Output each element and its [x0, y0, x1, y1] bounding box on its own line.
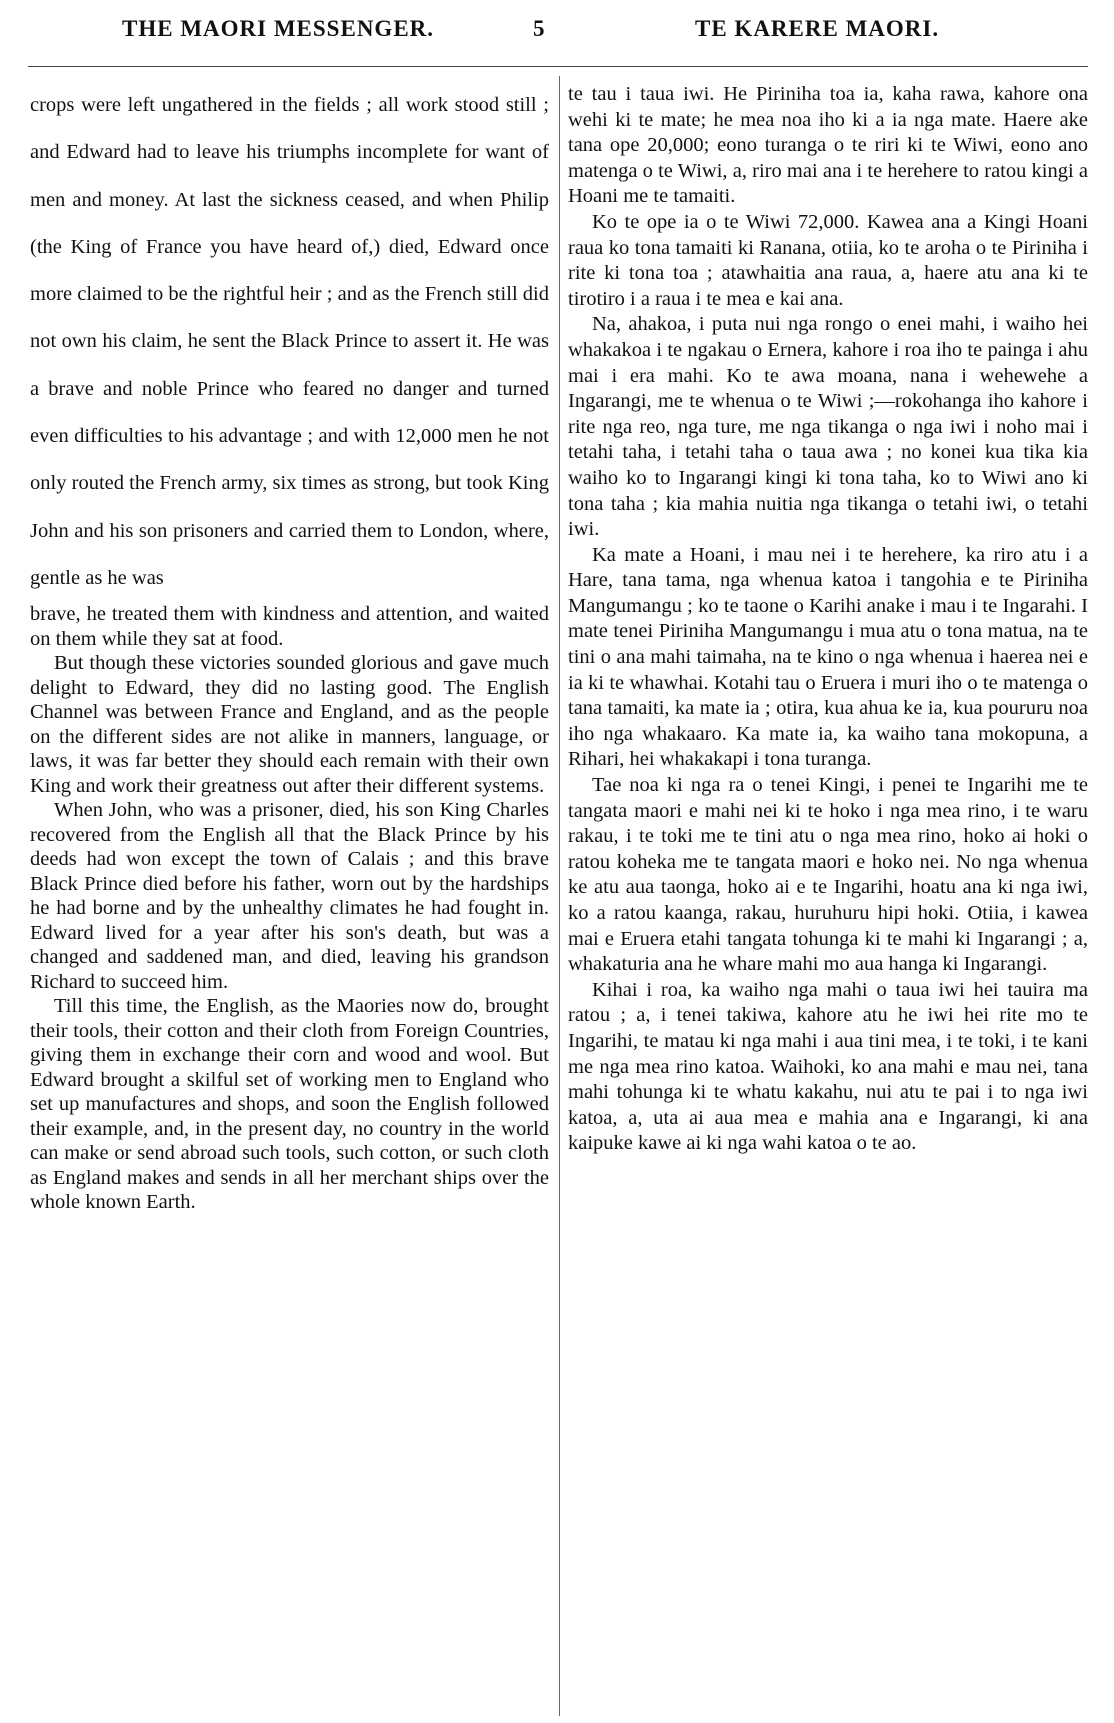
maori-paragraph: Na, ahakoa, i puta nui nga rongo o enei mahi, i waiho hei whakakoa i te ngakau o Ernera, kahore i roa iho te painga i ahu mai i era mahi. Ko te awa moana, nana i wehewehe a Ingarangi, me te whenua o te Wiwi ;—rokohanga iho kahore i rite nga reo, nga ture, me nga tikanga o nga iwi i noho mai i tetahi taha, i tetahi taha o taua awa ; no konei kua tika kia waiho ko to Ingarangi kingi ki tona taha, ko to Wiwi ano ki tona taha ; kia mahia nuitia nga tikanga o tetahi iwi, o tetahi iwi.	[568, 313, 1088, 541]
page-header	[0, 16, 1114, 60]
header-rule	[28, 66, 1088, 67]
english-paragraph: But though these victories sounded glorious and gave much delight to Edward, they did no lasting good. The English Channel was between France and England, and as the people on the different sides are not alike in manners, language, or laws, it was far better they should each remain with their own King and work their greatness out after their different systems.	[30, 652, 549, 797]
column-divider	[559, 76, 560, 1716]
maori-column	[568, 82, 1088, 1157]
maori-paragraph: Ko te ope ia o te Wiwi 72,000. Kawea ana a Kingi Hoani raua ko tona tamaiti ki Ranana, otiia, ko te aroha o te Piriniha i rite ki tona toa ; atawhaitia ana raua, a, haere atu ana ki te tirotiro i a raua i te mea e kai ana.	[568, 210, 1088, 310]
page-number: 5	[533, 16, 546, 41]
maori-paragraph: Tae noa ki nga ra o tenei Kingi, i penei te Ingarihi me te tangata maori e mahi nei ki te hoko i nga mea rino, i te waru rakau, i te toki me te tini atu o nga mea rino, hoko ai hoki o ratou koheka me te tangata maori e hoko nei. No nga whenua ke atu aua taonga, hoko ai e te Ingarihi, hoatu ana ki nga iwi, ko a ratou kaanga, rakau, huruhuru hipi hoki. Otiia, i kawea mai e Eruera etahi tangata tohunga ki te mahi ki Ingarangi ; a, whakaturia ana he whare mahi mo aua hanga ki Ingarangi.	[568, 774, 1088, 976]
maori-paragraph: te tau i taua iwi. He Piriniha toa ia, kaha rawa, kahore ona wehi ki te mate; he mea noa iho ki a ia nga mate. Haere ake tana ope 20,000; eono turanga o te riri ki te Wiwi, eono ano matenga o te Wiwi, a, riro mai ana i te herehere to ratou kingi a Hoani me te tamaiti.	[568, 83, 1088, 208]
english-paragraph: brave, he treated them with kindness and attention, and waited on them while they sat at food.	[30, 603, 549, 650]
maori-paragraph: Kihai i roa, ka waiho nga mahi o taua iwi hei tauira ma ratou ; a, i tenei takiwa, kahore atu he iwi hei rite mo te Ingarihi, te matau ki nga mahi i aua tini mea, i te toki, i te kani me nga mea rino katoa. Waihoki, ko ana mahi e mau nei, tana mahi tohunga ki te whatu kakahu, nui atu te pai i to nga iwi katoa, a, uta ai aua mea e mahia ana e Ingarangi, ki ana kaipuke kawe ai ki nga wahi katoa o te ao.	[568, 978, 1088, 1155]
maori-paragraph: Ka mate a Hoani, i mau nei i te herehere, ka riro atu i a Hare, tana tama, nga whenua katoa i tangohia e te Piriniha Mangumangu ; ko te taone o Karihi anake i mau i te Ingarahi. I mate tenei Piriniha Mangumangu i mua atu o tona matua, na te tini o ana mahi taimaha, na te kino o nga whenua i haerea nei e ia ki te whawhai. Kotahi tau o Eruera i muri iho o te matenga o tana tamaiti, ka mate ia ; otira, kua ahua ke ia, kua poururu noa iho nga whakaaro. Ka mate ia, ka waiho tana mokopuna, a Rihari, hei whakakapi i tona turanga.	[568, 543, 1088, 771]
english-paragraph: crops were left ungathered in the fields ; all work stood still ; and Edward had to leave his triumphs incomplete for want of men and money. At last the sickness ceased, and when Philip (the King of France you have heard of,) died, Edward once more claimed to be the rightful heir ; and as the French still did not own his claim, he sent the Black Prince to assert it. He was a brave and noble Prince who feared no danger and turned even difficulties to his advantage ; and with 12,000 men he not only routed the French army, six times as strong, but took King John and his son prisoners and carried them to London, where, gentle as he was	[30, 94, 549, 589]
english-paragraph: When John, who was a prisoner, died, his son King Charles recovered from the English all that the Black Prince by his deeds had won except the town of Calais ; and this brave Black Prince died before his father, worn out by the hardships he had borne and by the unhealthy climates he had fought in. Edward lived for a year after his son's death, but was a changed and saddened man, and died, leaving his grandson Richard to succeed him.	[30, 799, 549, 993]
english-column	[30, 82, 549, 1215]
maori-masthead-title: TE KARERE MAORI.	[695, 16, 940, 41]
english-masthead-title: THE MAORI MESSENGER.	[122, 16, 435, 41]
english-paragraph: Till this time, the English, as the Maories now do, brought their tools, their cotton and their cloth from Foreign Countries, giving them in exchange their corn and wood and wool. But Edward brought a skilful set of working men to England who set up manufactures and shops, and soon the English followed their example, and, in the present day, no country in the world can make or send abroad such tools, such cotton, or such cloth as England makes and sends in all her merchant ships over the whole known Earth.	[30, 995, 549, 1214]
